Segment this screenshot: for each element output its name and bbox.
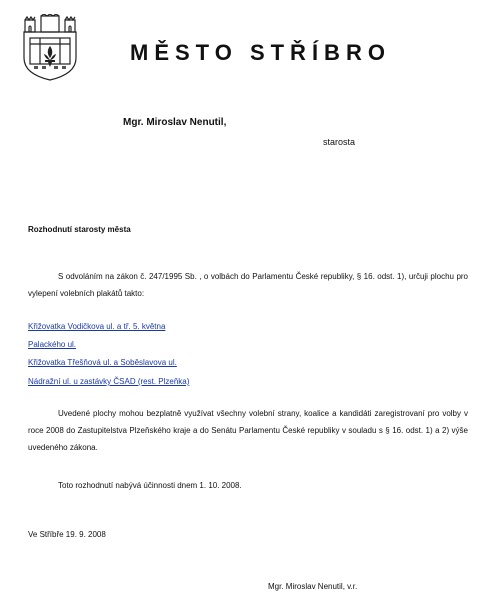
city-coat-of-arms [21,14,79,82]
location-link-3[interactable]: Křižovatka Třešňová ul. a Soběslavova ul. [28,358,177,367]
location-link-1[interactable]: Křižovatka Vodičkova ul. a tř. 5. května [28,322,166,331]
intro-paragraph: S odvoláním na zákon č. 247/1995 Sb. , o volbách do Parlamentu České republiky, § 16. odst. 1), určuji plochu pro vylepení volebních plakátů takto: [28,272,468,298]
decision-heading: Rozhodnutí starosty města [28,225,131,234]
signature-line: Mgr. Miroslav Nenutil, v.r. [268,582,358,591]
addressee-role: starosta [323,137,356,147]
addressee-name: Mgr. Miroslav Nenutil, [123,117,227,128]
usage-paragraph: Uvedené plochy mohou bezplatně využívat všechny volební strany, koalice a kandidáti zaregistrovaní pro volby v roce 2008 do Zastupitelstva Plzeňského kraje a do Senátu Parlamentu České republiky v souladu s § 16. odst. 1) a 2) výše uvedeného zákona. [28,409,468,452]
effective-paragraph: Toto rozhodnutí nabývá účinnosti dnem 1. 10. 2008. [58,481,242,490]
place-and-date: Ve Stříbře 19. 9. 2008 [28,530,106,539]
location-link-4[interactable]: Nádražní ul. u zastávky ČSAD (rest. Plzeňka) [28,377,190,386]
location-link-2[interactable]: Palackého ul. [28,340,77,349]
document-title: MĚSTO STŘÍBRO [130,40,391,65]
